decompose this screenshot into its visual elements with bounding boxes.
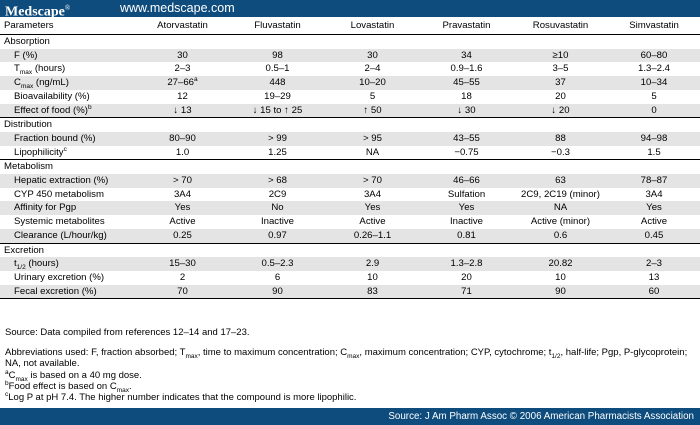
value-cell: 13 xyxy=(648,271,660,283)
parameter-label: Fecal excretion (%) xyxy=(0,285,135,299)
value-cell: ↓ 13 xyxy=(173,104,192,116)
value-cell: 1.0 xyxy=(175,146,190,158)
value-cell: 15–30 xyxy=(169,258,196,270)
value-cell: > 68 xyxy=(268,175,287,187)
table-row xyxy=(0,257,700,271)
value-cell: 19–29 xyxy=(264,90,291,102)
value-cell: 37 xyxy=(555,77,566,89)
value-cell: 2.9 xyxy=(365,258,380,270)
value-cell: 0.25 xyxy=(173,229,192,241)
value-cell: 10–34 xyxy=(640,77,668,89)
value-cell: 27–66$^a$ xyxy=(167,76,198,89)
parameter-label: Bioavailability (%) xyxy=(14,90,90,102)
section-label: Absorption xyxy=(4,36,50,47)
value-cell: Yes xyxy=(646,202,662,214)
value-cell: 10–20 xyxy=(359,77,386,89)
value-cell: ≥10 xyxy=(552,49,569,61)
value-cell: Yes xyxy=(174,202,191,214)
value-cell: 0.9–1.6 xyxy=(450,63,483,75)
column-header-parameters: Parameters xyxy=(0,17,135,35)
value-cell: ↑ 50 xyxy=(363,104,382,116)
value-cell: 34 xyxy=(461,49,472,61)
value-cell: 78–87 xyxy=(640,175,668,187)
value-cell: Active (minor) xyxy=(530,216,591,228)
value-cell: Sulfation xyxy=(447,188,486,200)
table-body xyxy=(0,35,700,299)
column-header-fluvastatin: Fluvastatin xyxy=(230,17,325,35)
parameter-label: $T_{max}$ (hours) xyxy=(14,63,66,77)
table-row xyxy=(0,146,700,160)
footnote-b: $^b$Food effect is based on $C_{max}$. xyxy=(5,379,132,394)
section-label: Metabolism xyxy=(0,160,700,174)
data-source-note: Source: Data compiled from references 12–14 and 17–23. xyxy=(5,327,250,338)
value-cell: 3–5 xyxy=(552,63,569,75)
value-cell: 80–90 xyxy=(169,132,196,144)
table-row xyxy=(0,62,700,76)
table-row xyxy=(0,285,700,299)
value-cell: > 95 xyxy=(363,132,382,144)
value-cell: 88 xyxy=(555,132,566,144)
section-row xyxy=(0,160,700,174)
value-cell: 30 xyxy=(367,49,378,61)
value-cell: > 70 xyxy=(363,175,382,187)
value-cell: > 99 xyxy=(268,132,287,144)
column-header-atorvastatin: Atorvastatin xyxy=(135,17,230,35)
table-row xyxy=(0,49,700,63)
value-cell: Active xyxy=(169,216,196,228)
value-cell: Active xyxy=(640,216,668,228)
value-cell: 1.25 xyxy=(268,146,287,158)
value-cell: 0 xyxy=(651,104,657,116)
value-cell: 448 xyxy=(269,77,286,89)
table-header-row xyxy=(0,17,700,35)
table-row xyxy=(0,271,700,285)
value-cell: 18 xyxy=(461,90,472,102)
section-row xyxy=(0,35,700,49)
value-cell: 70 xyxy=(135,285,230,299)
value-cell: 2–3 xyxy=(645,258,662,270)
citation-text: Source: J Am Pharm Assoc © 2006 American Pharmacists Association xyxy=(388,411,694,422)
value-cell: 0.81 xyxy=(457,229,476,241)
parameter-label: CYP 450 metabolism xyxy=(14,188,104,200)
value-cell: NA xyxy=(365,146,380,158)
section-label: Excretion xyxy=(0,243,700,257)
parameter-label: Affinity for Pgp xyxy=(14,202,77,214)
value-cell: −0.3 xyxy=(551,146,570,158)
parameter-label: Fraction bound (%) xyxy=(14,132,96,144)
table-row xyxy=(0,132,700,146)
parameter-label: $t_{1/2}$ (hours) xyxy=(14,258,59,271)
value-cell: 71 xyxy=(420,285,513,299)
site-url-link[interactable]: www.medscape.com xyxy=(120,1,235,15)
value-cell: 1.5 xyxy=(647,146,661,158)
parameter-label: Urinary excretion (%) xyxy=(14,271,105,283)
value-cell: 45–55 xyxy=(453,77,480,89)
table-row xyxy=(0,90,700,104)
value-cell: 0.26–1.1 xyxy=(353,229,392,241)
value-cell: > 70 xyxy=(173,175,192,187)
abbreviations-note: Abbreviations used: F, fraction absorbed; $T_{max}$, time to maximum concentration; $C_{max}$, maximum concentration; CYP, cytochrome; $t_{1/2}$, half-life; Pgp, P-glycoprotein; NA, not available. xyxy=(5,347,688,370)
parameter-label: F (%) xyxy=(14,49,38,61)
value-cell: 0.97 xyxy=(268,229,287,241)
value-cell: 0.45 xyxy=(644,229,664,241)
value-cell: 0.6 xyxy=(553,229,568,241)
column-header-pravastatin: Pravastatin xyxy=(420,17,513,35)
value-cell: 1.3–2.4 xyxy=(637,63,670,75)
value-cell: 10 xyxy=(367,271,378,283)
table-row xyxy=(0,201,700,215)
value-cell: 60 xyxy=(608,285,700,299)
parameter-label: Systemic metabolites xyxy=(14,216,105,228)
value-cell: 94–98 xyxy=(640,132,668,144)
value-cell: 46–66 xyxy=(453,175,480,187)
table-row xyxy=(0,76,700,90)
table-row xyxy=(0,104,700,118)
value-cell: 3A4 xyxy=(173,188,192,200)
section-label: Distribution xyxy=(0,118,700,132)
value-cell: 0.5–2.3 xyxy=(261,258,294,270)
value-cell: 2–3 xyxy=(174,63,191,75)
value-cell: NA xyxy=(553,202,568,214)
table-row xyxy=(0,188,700,202)
table-row xyxy=(0,229,700,243)
value-cell: 43–55 xyxy=(453,132,480,144)
parameter-label: $C_{max}$ (ng/mL) xyxy=(14,77,69,90)
value-cell: 30 xyxy=(177,49,188,61)
value-cell: 2C9, 2C19 (minor) xyxy=(521,188,600,200)
value-cell: 6 xyxy=(274,271,281,283)
value-cell: 20 xyxy=(461,271,472,283)
table-row xyxy=(0,215,700,229)
value-cell: Yes xyxy=(364,202,381,214)
footer-bar xyxy=(0,408,700,425)
section-row xyxy=(0,243,700,257)
value-cell: 60–80 xyxy=(640,49,668,61)
value-cell: 3A4 xyxy=(645,188,663,200)
value-cell: 12 xyxy=(177,90,188,102)
column-header-lovastatin: Lovastatin xyxy=(325,17,420,35)
parameter-label: Effect of food (%)$^b$ xyxy=(14,103,92,116)
value-cell: Yes xyxy=(458,202,475,214)
logo-registered-mark: ® xyxy=(64,4,71,12)
value-cell: No xyxy=(271,202,284,214)
header-bar xyxy=(0,0,700,20)
parameter-label: Lipophilicity$^c$ xyxy=(14,145,67,158)
section-row xyxy=(0,118,700,132)
column-header-simvastatin: Simvastatin xyxy=(608,17,700,35)
footnote-a: $^aC_{max}$ is based on a 40 mg dose. xyxy=(5,368,142,383)
value-cell: 3A4 xyxy=(363,188,382,200)
logo-text: Medscape xyxy=(5,4,65,20)
value-cell: ↓ 30 xyxy=(457,104,476,116)
value-cell: 20 xyxy=(555,90,566,102)
value-cell: 10 xyxy=(555,271,566,283)
value-cell: 98 xyxy=(272,49,283,61)
value-cell: 20.82 xyxy=(548,258,573,270)
value-cell: 2–4 xyxy=(364,63,381,75)
value-cell: 1.3–2.8 xyxy=(450,258,483,270)
value-cell: ↓ 20 xyxy=(551,104,570,116)
value-cell: −0.75 xyxy=(454,146,479,158)
value-cell: ↓ 15 to ↑ 25 xyxy=(252,104,303,116)
value-cell: Active xyxy=(359,216,386,228)
value-cell: 63 xyxy=(555,175,566,187)
parameter-label: Hepatic extraction (%) xyxy=(14,175,109,187)
value-cell: 5 xyxy=(369,90,376,102)
table-row xyxy=(0,174,700,188)
footnote-c: $^c$Log P at pH 7.4. The higher number indicates that the compound is more lipophilic. xyxy=(5,390,357,404)
value-cell: 5 xyxy=(651,90,657,102)
value-cell: 0.5–1 xyxy=(265,63,290,75)
table-notes xyxy=(5,327,695,403)
column-header-rosuvastatin: Rosuvastatin xyxy=(513,17,608,35)
value-cell: Inactive xyxy=(260,216,295,228)
value-cell: 83 xyxy=(325,285,420,299)
value-cell: 2C9 xyxy=(268,188,287,200)
value-cell: 90 xyxy=(230,285,325,299)
value-cell: Inactive xyxy=(449,216,484,228)
parameter-label: Clearance (L/hour/kg) xyxy=(14,229,107,241)
statin-pharmacokinetics-table xyxy=(0,17,700,299)
value-cell: 2 xyxy=(179,271,186,283)
value-cell: 90 xyxy=(513,285,608,299)
